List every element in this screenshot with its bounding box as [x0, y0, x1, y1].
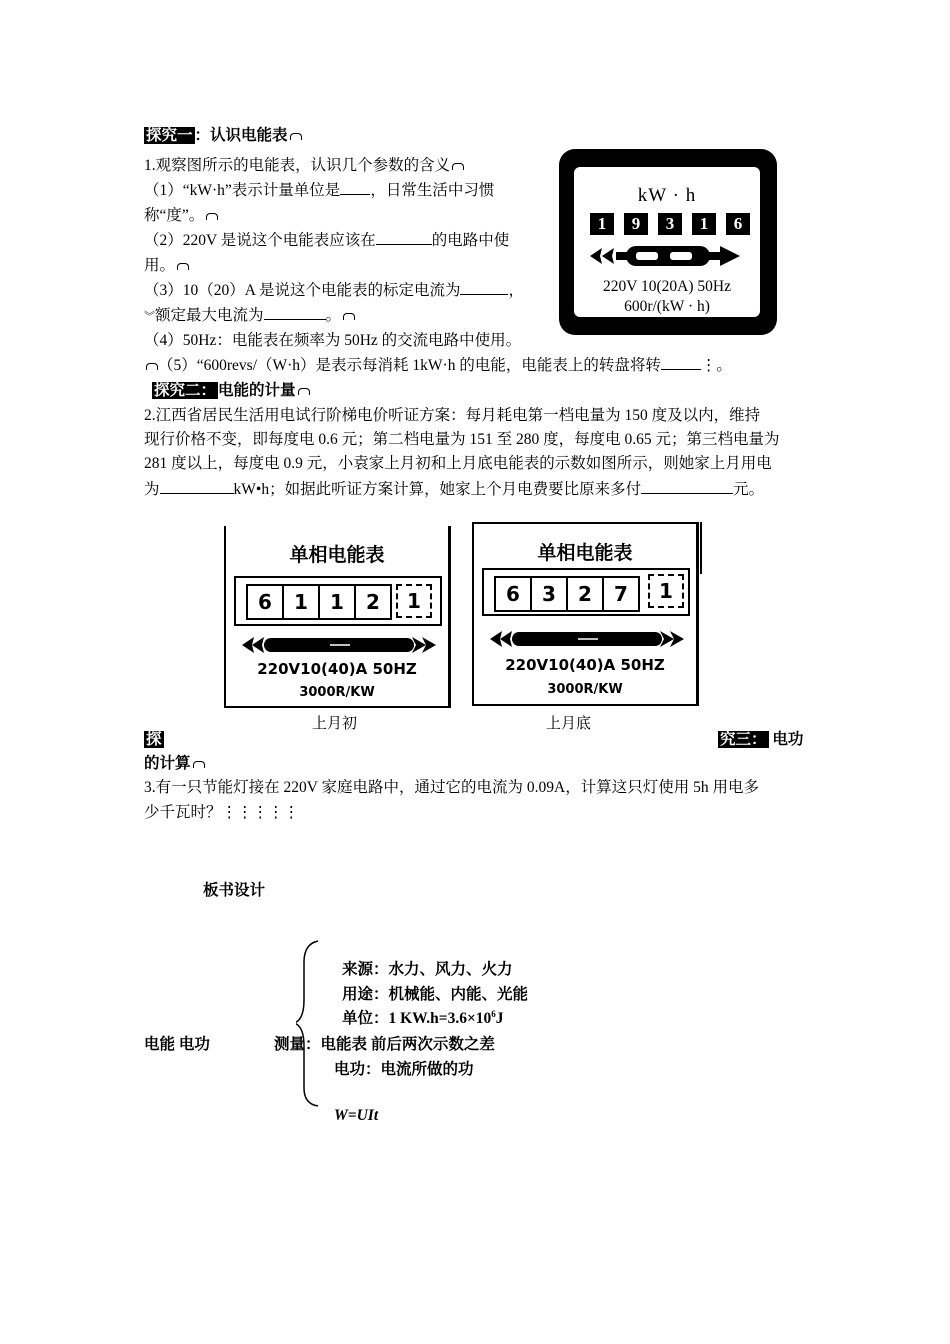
- q1-item2: [144, 229, 509, 253]
- rotor-disc-icon: [488, 628, 688, 650]
- answer-blank[interactable]: [460, 279, 508, 295]
- q1-item1-text: （1）“kW·h”表示计量单位是: [144, 182, 341, 199]
- section1-heading: [144, 124, 302, 148]
- meter-spec: 220V10(40)A 50HZ: [257, 660, 417, 678]
- q1-item3-cont: [144, 304, 355, 329]
- section2-heading: [152, 379, 310, 403]
- bracket-mark-icon: [343, 313, 355, 320]
- meter-title: 单相电能表: [289, 544, 385, 566]
- q2-line4-text2: kW•h；如据此听证方案计算，她家上个月电费要比原来多付: [233, 481, 642, 498]
- q1-item1-text2: ，日常生活中习惯: [370, 182, 495, 199]
- answer-blank[interactable]: [661, 354, 701, 370]
- q1-item1: [144, 179, 494, 203]
- meter-caption-start: 上月初: [312, 714, 358, 732]
- meter-spec-line1: 220V 10(20A) 50Hz: [602, 278, 731, 295]
- section3-tag-b: 究三：: [720, 731, 767, 748]
- meter-face: [574, 167, 760, 317]
- meter-counter: [494, 576, 640, 612]
- q3-line1: 3.有一只节能灯接在 220V 家庭电路中，通过它的电流为 0.09A，计算这只灯使用 5h 用电多: [144, 779, 759, 796]
- q1-item3-text4: 。: [325, 307, 342, 324]
- meter-spec: 220V10(40)A 50HZ: [505, 656, 665, 674]
- q2-line3: 281 度以上，每度电 0.9 元，小袁家上月初和上月底电能表的示数如图所示，则她家上月用电: [144, 455, 772, 472]
- section2-tag: 探究二：: [154, 382, 217, 399]
- q3-line2: 少千瓦时？⋮⋮⋮⋮⋮: [144, 804, 300, 821]
- q1-intro: [144, 154, 464, 178]
- q2-line2: 现行价格不变，即每度电 0.6 元；第二档电量为 151 至 280 度，每度电 0.65 元；第三档电量为: [144, 431, 780, 448]
- meter-rate: 3000R/KW: [299, 685, 375, 700]
- section3-tag-end: [718, 728, 803, 752]
- section1-tag: 探究一: [146, 127, 193, 144]
- bracket-mark-icon: [193, 761, 205, 768]
- meter-digit: 9: [624, 213, 648, 235]
- q2-line4-text: 为: [144, 481, 160, 498]
- section3-tag-a: 探: [146, 731, 162, 748]
- answer-blank[interactable]: [376, 229, 432, 245]
- meter-unit-label: kW · h: [637, 185, 697, 206]
- q1-item3-text3: 额定最大电流为: [155, 307, 264, 324]
- meter-caption-end: 上月底: [546, 714, 592, 732]
- bracket-mark-icon: [290, 133, 302, 140]
- meter-counter: [246, 584, 392, 620]
- meter-digit: 7: [614, 582, 628, 606]
- board-left-label: 电能 电功: [144, 1036, 210, 1053]
- meter-digit: 6: [496, 578, 532, 610]
- board-unit: [342, 1006, 504, 1028]
- meter-end-of-month: [472, 522, 699, 706]
- arrow-mark-icon: ︾: [144, 311, 155, 323]
- section3-title-b: 的计算: [144, 755, 191, 772]
- section3-heading-cont: [144, 752, 205, 776]
- meter-digit: 2: [366, 590, 380, 614]
- meter-spec-line2: 600r/(kW · h): [624, 298, 710, 315]
- answer-blank[interactable]: [340, 179, 370, 195]
- meter-image-1: [559, 149, 777, 335]
- meter-digit: 1: [284, 586, 320, 618]
- meter-digit: 2: [568, 578, 604, 610]
- board-use: 用途：机械能、内能、光能: [342, 986, 529, 1003]
- q1-item3: [144, 279, 524, 303]
- q1-item2-text3: 用。: [144, 257, 176, 274]
- rotor-disc-icon: [240, 634, 440, 656]
- answer-blank[interactable]: [264, 304, 326, 320]
- meter-counter-box: [234, 576, 442, 626]
- meter-digit: 6: [726, 213, 750, 235]
- meter-digit: 1: [320, 586, 356, 618]
- section1-title: ：认识电能表: [194, 127, 288, 144]
- meter-digit: 1: [692, 213, 716, 235]
- meter-counter-box: [482, 568, 690, 616]
- board-heading: 板书设计: [203, 882, 266, 899]
- q1-item2-text: （2）220V 是说这个电能表应该在: [144, 232, 376, 249]
- meter-digit: 3: [532, 578, 568, 610]
- section2-title: 电能的计量: [218, 382, 296, 399]
- section3-title-a: 电功: [772, 731, 804, 748]
- q1-item3-text: （3）10（20）A 是说这个电能表的标定电流为: [144, 282, 461, 299]
- board-unit-text: 单位：1 KW.h=3.6×10: [342, 1010, 492, 1027]
- q2-line4: [144, 478, 764, 502]
- meter-digit: 6: [248, 586, 284, 618]
- q1-item5-text2: ⋮。: [700, 357, 732, 374]
- q1-item4: [144, 329, 521, 353]
- meter-decimal-digit: 1: [648, 574, 684, 608]
- board-unit-exponent: 6: [491, 1008, 496, 1019]
- bracket-mark-icon: [206, 213, 218, 220]
- section3-tag-start: [144, 728, 164, 752]
- bracket-mark-icon: [452, 163, 464, 170]
- answer-blank[interactable]: [160, 478, 234, 494]
- rotor-disc-icon: [588, 243, 748, 269]
- board-formula: W=UIt: [334, 1107, 379, 1124]
- q1-item5-text: （5）“600revs/（W·h）是表示每消耗 1kW·h 的电能，电能表上的转盘将转: [158, 357, 661, 374]
- bracket-mark-icon: [146, 363, 158, 370]
- q1-item1-cont: [144, 204, 218, 228]
- board-measure: 测量：电能表 前后两次示数之差: [274, 1036, 495, 1053]
- meter-start-of-month: [224, 526, 451, 708]
- q2-line1: 2.江西省居民生活用电试行阶梯电价听证方案：每月耗电第一档电量为 150 度及以内，维持: [144, 407, 761, 424]
- q1-item2-text2: 的电路中使: [431, 232, 510, 249]
- q1-item4-text: （4）50Hz：电能表在频率为 50Hz 的交流电路中使用。: [144, 332, 522, 349]
- board-source: 来源：水力、风力、火力: [342, 961, 513, 978]
- q1-item1-text3: 称“度”。: [144, 207, 205, 224]
- q2-line4-text3: 元。: [733, 481, 765, 498]
- meter-title: 单相电能表: [537, 542, 633, 564]
- board-unit-suffix: J: [495, 1010, 504, 1027]
- answer-blank[interactable]: [641, 478, 733, 494]
- meter-decimal-digit: 1: [396, 584, 432, 618]
- curly-brace-icon: [296, 938, 322, 1108]
- board-work: 电功：电流所做的功: [334, 1061, 474, 1078]
- bracket-mark-icon: [298, 388, 310, 395]
- meter-edge-line: [700, 522, 702, 574]
- q1-item3-text2: ，: [508, 282, 524, 299]
- meter-digit: 3: [658, 213, 682, 235]
- meter-digit: 1: [590, 213, 614, 235]
- bracket-mark-icon: [177, 263, 189, 270]
- q1-item2-cont: [144, 254, 189, 278]
- meter-spec: [574, 277, 760, 317]
- q1-text: 1.观察图所示的电能表，认识几个参数的含义: [144, 157, 451, 174]
- meter-rate: 3000R/KW: [547, 682, 623, 697]
- q1-item5: [144, 354, 732, 378]
